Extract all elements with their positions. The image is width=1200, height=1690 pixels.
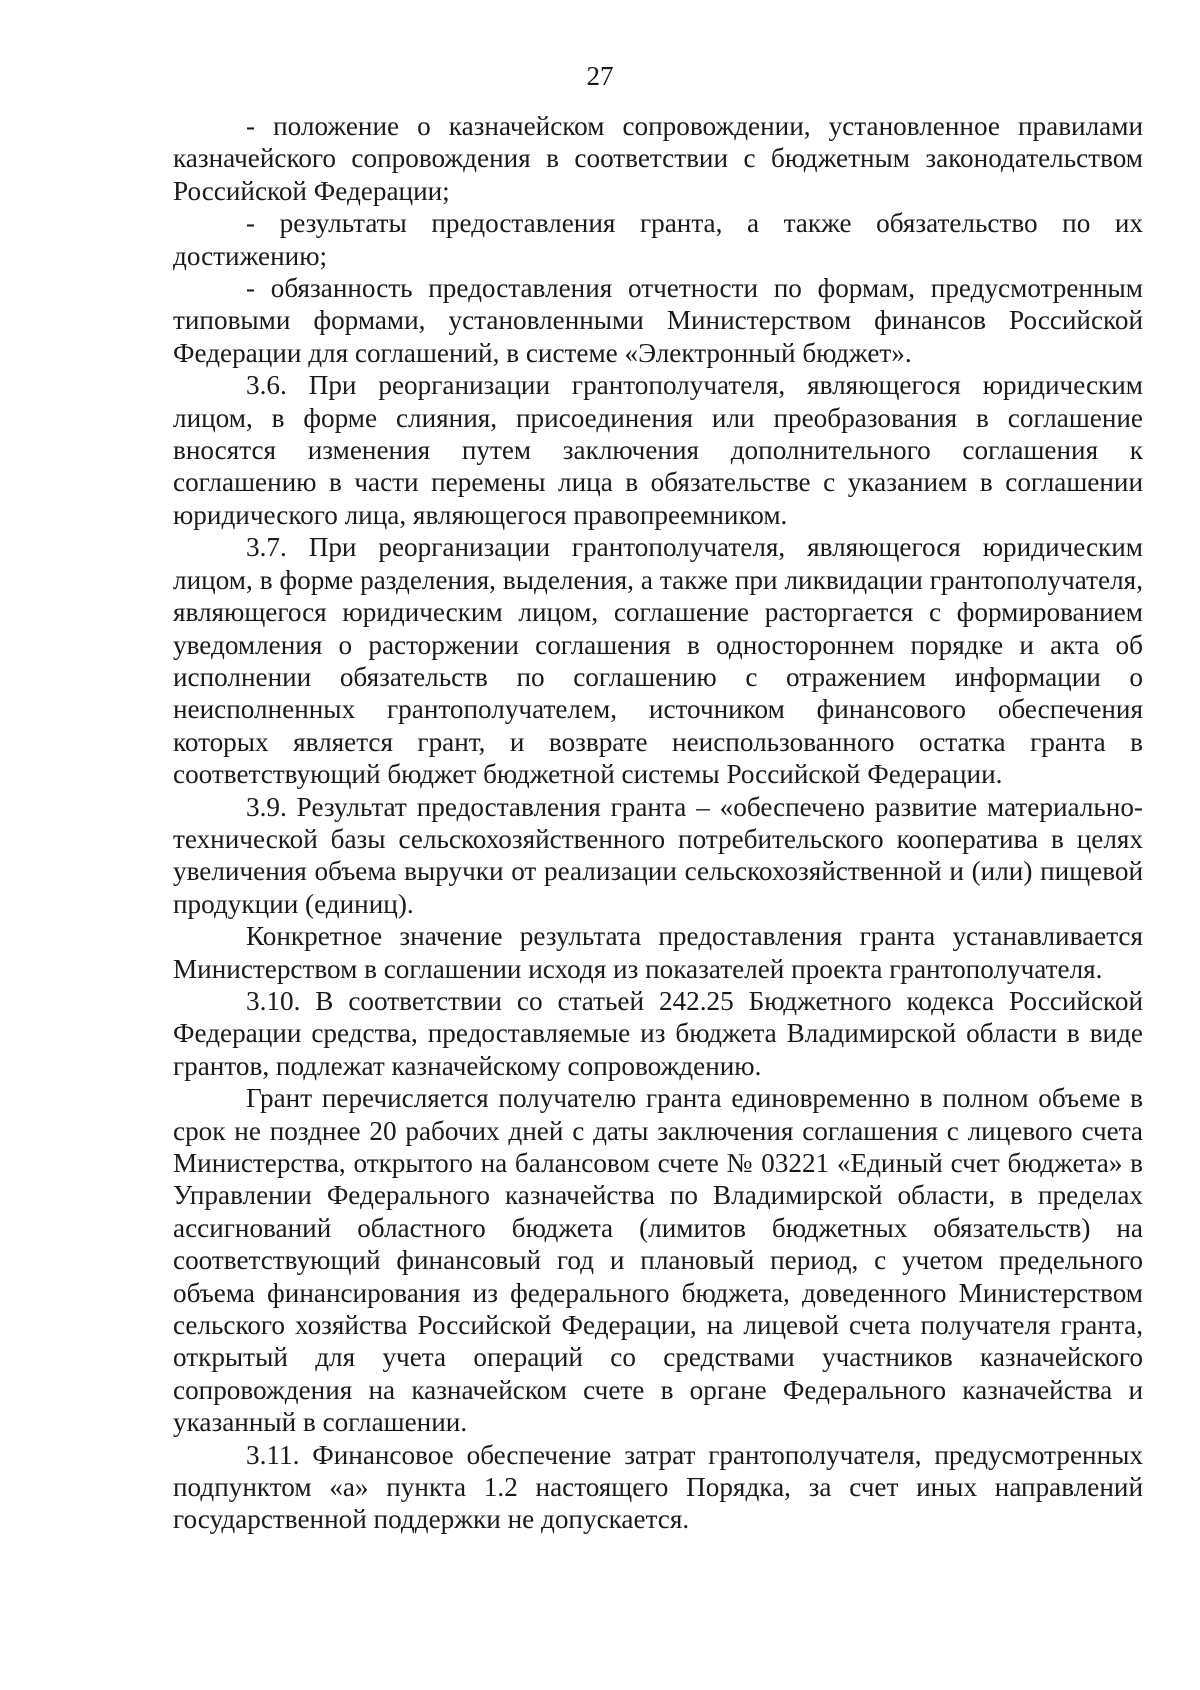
paragraph-reporting-obligation: - обязанность предоставления отчетности по формам, предусмотренным типовыми формами, установленными Министерством финансов Российской Федерации для соглашений, в системе «Электронный бюджет». bbox=[173, 273, 1143, 368]
paragraph-3-6: 3.6. При реорганизации грантополучателя, являющегося юридическим лицом, в форме слияния, присоединения или преобразования в соглашение вносятся изменения путем заключения дополнительного соглашения к соглашению в части перемены лица в обязательстве с указанием в соглашении юридического лица, являющегося правопреемником. bbox=[173, 370, 1143, 530]
paragraph-3-10: 3.10. В соответствии со статьей 242.25 Бюджетного кодекса Российской Федерации средства, предоставляемые из бюджета Владимирской области в виде грантов, подлежат казначейскому сопровождению. bbox=[173, 985, 1143, 1081]
document-body bbox=[173, 110, 1143, 1536]
paragraph-grant-results: - результаты предоставления гранта, а также обязательство по их достижению; bbox=[173, 208, 1143, 271]
paragraph-3-7: 3.7. При реорганизации грантополучателя, являющегося юридическим лицом, в форме разделения, выделения, а также при ликвидации грантополучателя, являющегося юридическим лицом, соглашение расторгается с формированием уведомления о расторжении соглашения в одностороннем порядке и акта об исполнении обязательств по соглашению с отражением информации о неисполненных грантополучателем, источником финансового обеспечения которых является грант, и возврате неиспользованного остатка гранта в соответствующий бюджет бюджетной системы Российской Федерации. bbox=[173, 532, 1143, 790]
paragraph-treasury-support-provision: - положение о казначейском сопровождении, установленное правилами казначейского сопровождения в соответствии с бюджетным законодательством Российской Федерации; bbox=[173, 111, 1143, 206]
page-number: 27 bbox=[586, 61, 614, 91]
paragraph-grant-transfer: Грант перечисляется получателю гранта единовременно в полном объеме в срок не позднее 20 рабочих дней с даты заключения соглашения с лицевого счета Министерства, открытого на балансовом счете № 03221 «Единый счет бюджета» в Управлении Федерального казначейства по Владимирской области, в пределах ассигнований областного бюджета (лимитов бюджетных обязательств) на соответствующий финансовый год и плановый период, с учетом предельного объема финансирования из федерального бюджета, доведенного Министерством сельского хозяйства Российской Федерации, на лицевой счета получателя гранта, открытый для учета операций со средствами участников казначейского сопровождения на казначейском счете в органе Федерального казначейства и указанный в соглашении. bbox=[173, 1083, 1143, 1438]
paragraph-3-9: 3.9. Результат предоставления гранта – «обеспечено развитие материально-технической базы сельскохозяйственного потребительского кооператива в целях увеличения объема выручки от реализации сельскохозяйственной и (или) пищевой продукции (единиц). bbox=[173, 791, 1143, 919]
paragraph-result-value: Конкретное значение результата предоставления гранта устанавливается Министерством в соглашении исходя из показателей проекта грантополучателя. bbox=[173, 921, 1143, 984]
paragraph-3-11: 3.11. Финансовое обеспечение затрат грантополучателя, предусмотренных подпунктом «а» пункта 1.2 настоящего Порядка, за счет иных направлений государственной поддержки не допускается. bbox=[173, 1439, 1143, 1535]
